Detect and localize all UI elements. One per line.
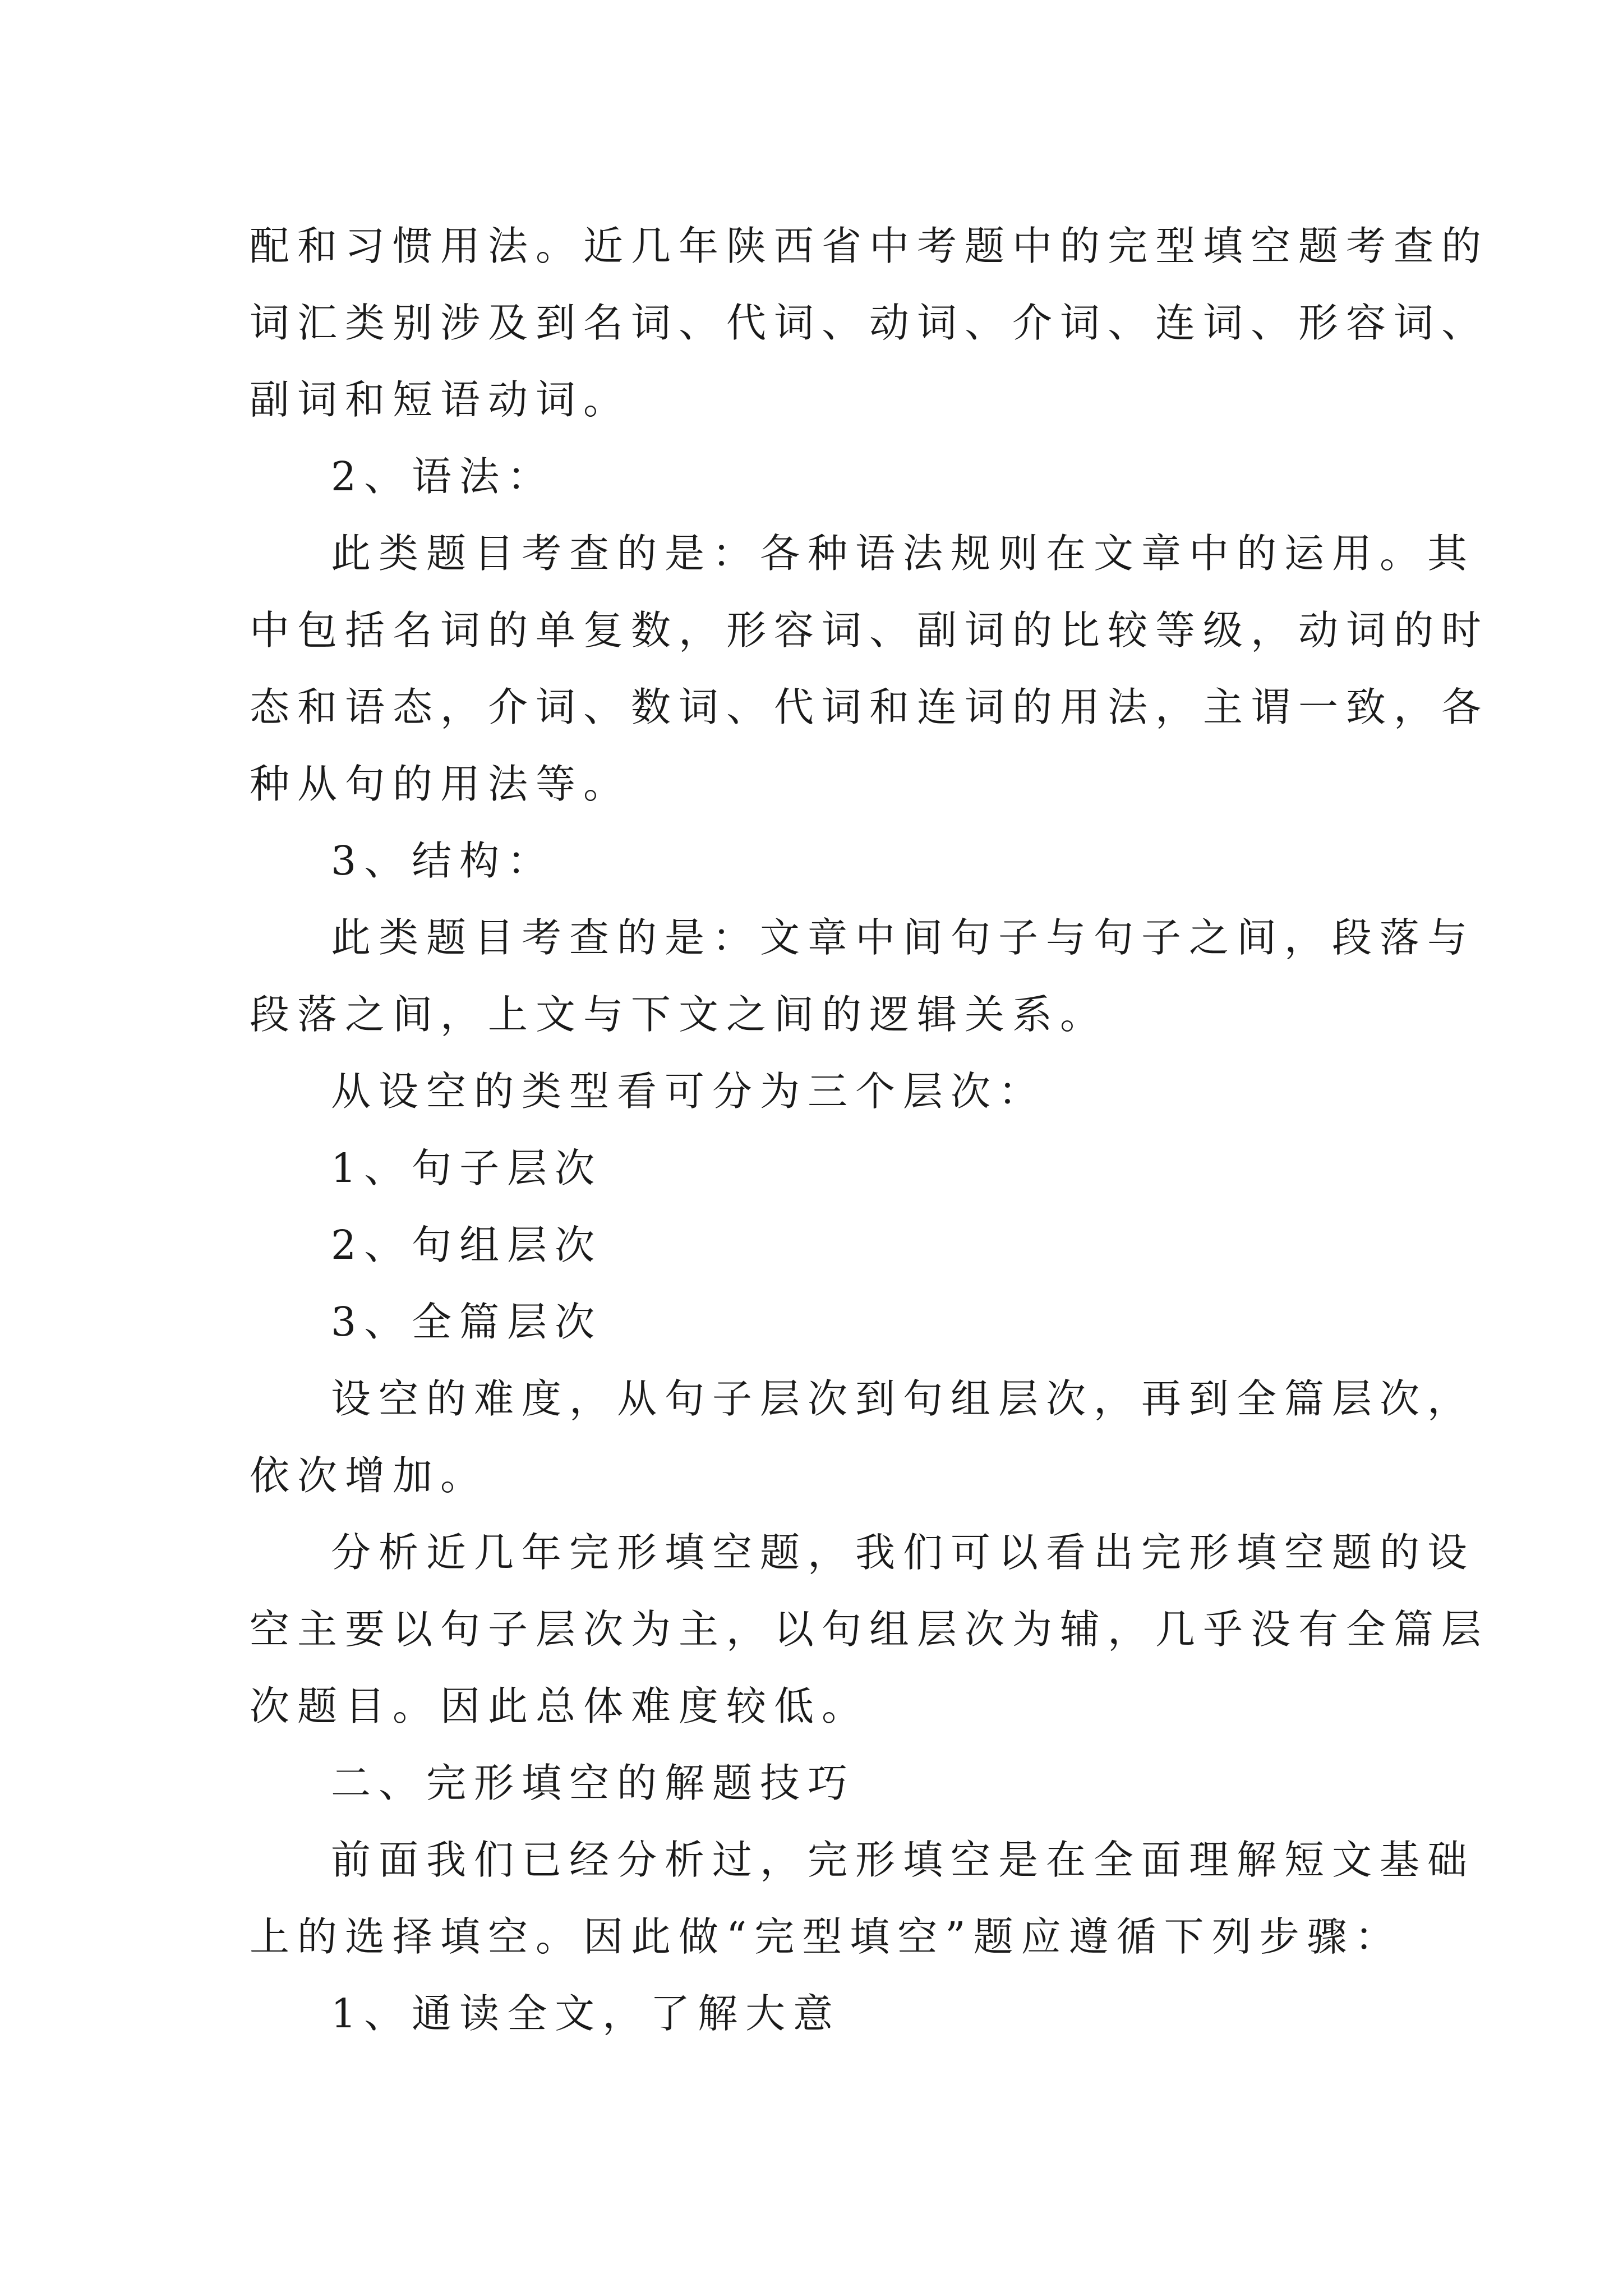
text-line: 此类题目考查的是：各种语法规则在文章中的运用。其 xyxy=(331,530,1476,577)
text-line: 态和语态，介词、数词、代词和连词的用法，主谓一致，各 xyxy=(250,684,1490,730)
text-line: 此类题目考查的是：文章中间句子与句子之间，段落与 xyxy=(331,914,1476,961)
text-line: 副词和短语动词。 xyxy=(250,376,631,423)
text-line: 种从句的用法等。 xyxy=(250,761,631,807)
text-line: 依次增加。 xyxy=(250,1452,488,1499)
section-heading: 2、语法： xyxy=(331,453,555,500)
list-item: 3、全篇层次 xyxy=(331,1299,603,1345)
section-heading: 二、完形填空的解题技巧 xyxy=(331,1760,856,1806)
text-line: 从设空的类型看可分为三个层次： xyxy=(331,1068,1046,1115)
text-line: 设空的难度，从句子层次到句组层次，再到全篇层次， xyxy=(331,1375,1476,1422)
list-item: 2、句组层次 xyxy=(331,1222,603,1268)
text-line: 上的选择填空。因此做“完型填空”题应遵循下列步骤： xyxy=(250,1913,1403,1960)
body-text xyxy=(250,208,1490,2052)
text-line: 前面我们已经分析过，完形填空是在全面理解短文基础 xyxy=(331,1837,1476,1883)
list-item: 1、句子层次 xyxy=(331,1145,603,1191)
list-item: 1、通读全文，了解大意 xyxy=(331,1990,841,2037)
text-line: 空主要以句子层次为主，以句组层次为辅，几乎没有全篇层 xyxy=(250,1606,1490,1653)
text-line: 段落之间，上文与下文之间的逻辑关系。 xyxy=(250,991,1108,1038)
text-line: 次题目。因此总体难度较低。 xyxy=(250,1683,870,1729)
text-line: 中包括名词的单复数，形容词、副词的比较等级，动词的时 xyxy=(250,607,1490,654)
text-line: 词汇类别涉及到名词、代词、动词、介词、连词、形容词、 xyxy=(250,300,1490,346)
text-line: 分析近几年完形填空题，我们可以看出完形填空题的设 xyxy=(331,1529,1476,1576)
text-line: 配和习惯用法。近几年陕西省中考题中的完型填空题考查的 xyxy=(250,223,1490,269)
section-heading: 3、结构： xyxy=(331,838,555,884)
